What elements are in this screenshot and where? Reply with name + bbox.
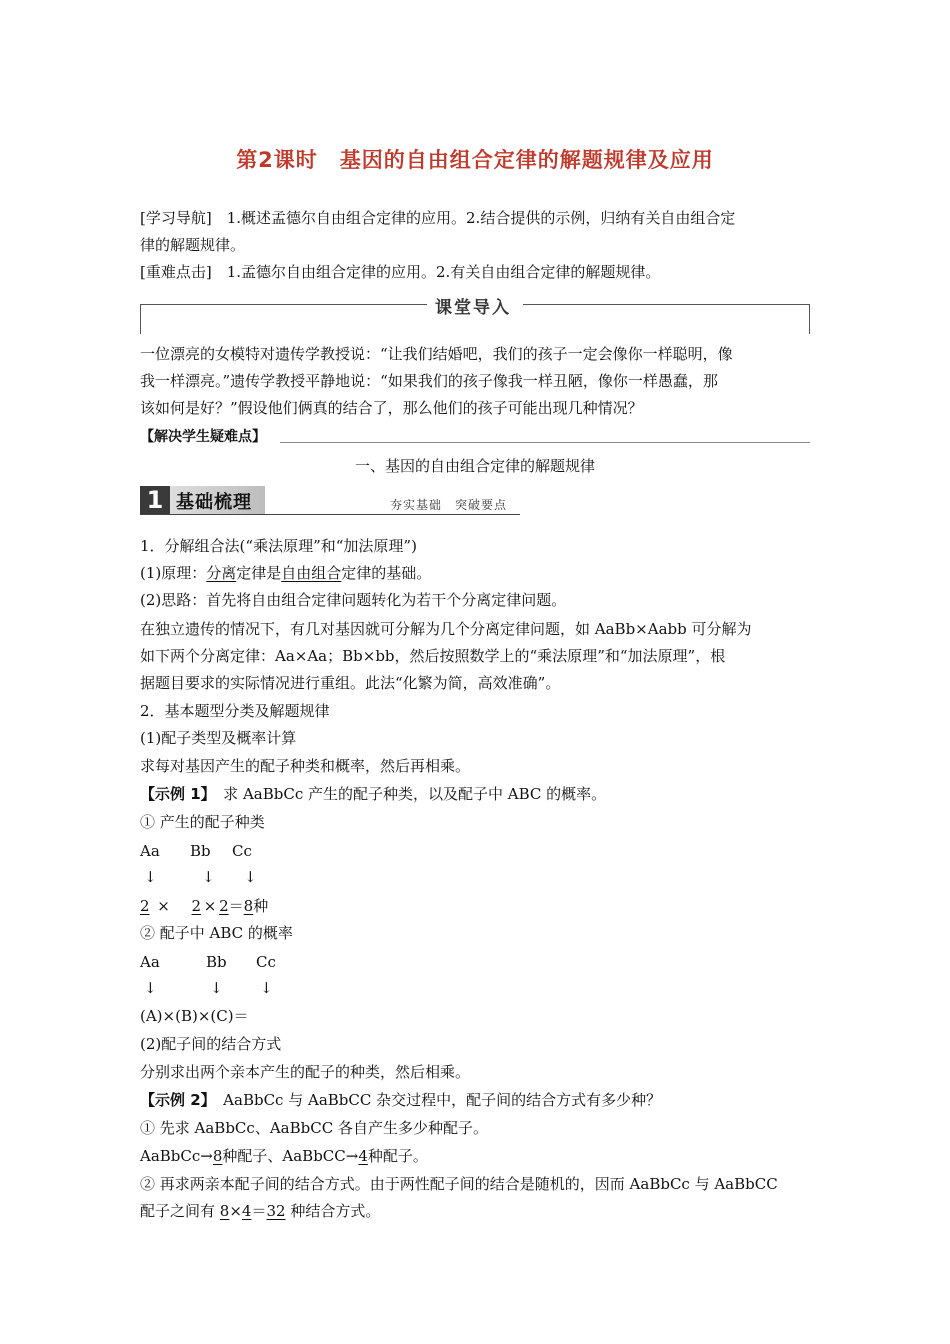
gamete-types-heading: (1)配子类型及概率计算 — [140, 729, 297, 747]
answer-blank: 4 — [241, 1202, 252, 1220]
arrow-down: ↓ — [144, 868, 157, 886]
gamete-count-calc — [140, 896, 268, 916]
answer-blank: 32 — [266, 1202, 286, 1220]
ketang-rule-left — [140, 304, 427, 305]
gamete-kinds-step: ① 产生的配子种类 — [140, 813, 265, 831]
principle-mid: 定律是 — [236, 564, 282, 582]
example-2-label: 【示例 2】 — [140, 1091, 209, 1109]
section-heading: 一、基因的自由组合定律的解题规律 — [354, 457, 595, 475]
approach-line: (2)思路：首先将自由组合定律问题转化为若干个分离定律问题。 — [140, 591, 567, 609]
intro-line-2: 我一样漂亮。”遗传学教授平静地说：“如果我们的孩子像我一样丑陋，像你一样愚蠢，那 — [140, 372, 718, 390]
answer-blank: 8 — [219, 1202, 230, 1220]
page-title: 第2课时 基因的自由组合定律的解题规律及应用 — [236, 148, 714, 172]
method-heading: 1．分解组合法(“乘法原理”和“加法原理”) — [140, 537, 417, 555]
jiejue-rule — [280, 442, 810, 443]
example-2-line — [140, 1090, 661, 1110]
gene-pair-cc: Cc — [256, 953, 276, 971]
arrow-down: ↓ — [202, 868, 215, 886]
text: AaBbCc→ — [140, 1147, 213, 1165]
principle-prefix: (1)原理： — [140, 564, 207, 582]
intro-line-3: 该如何是好？”假设他们俩真的结合了，那么他们的孩子可能出现几种情况？ — [140, 399, 643, 417]
answer-blank: 8 — [212, 1147, 223, 1165]
jiejue-label: 【解决学生疑难点】 — [140, 429, 266, 445]
text: 种结合方式。 — [285, 1202, 381, 1220]
body-line-4: 在独立遗传的情况下，有几对基因就可分解为几个分离定律问题，如 AaBb×Aabb 可分解为 — [140, 620, 752, 638]
arrow-down: ↓ — [244, 868, 257, 886]
answer-blank: 8 — [243, 897, 254, 915]
example-1-line — [140, 784, 606, 804]
arrow-down: ↓ — [260, 979, 273, 997]
step-2-line: ② 再求两亲本配子间的结合方式。由于两性配子间的结合是随机的，因而 AaBbCc 与 AaBbCC — [140, 1175, 778, 1193]
body-line-6: 据题目要求的实际情况进行重组。此法“化繁为简，高效准确”。 — [140, 674, 561, 692]
combination-desc: 分别求出两个亲本产生的配子的种类，然后相乘。 — [140, 1063, 471, 1081]
equals-sign: ＝ — [228, 897, 244, 915]
times-sign: × — [229, 1202, 242, 1220]
gene-pair-aa: Aa — [140, 953, 160, 971]
text: 种配子。 — [367, 1147, 428, 1165]
combination-result-line — [140, 1201, 380, 1221]
equals-sign: ＝ — [251, 1202, 267, 1220]
ketang-rule-right — [523, 304, 810, 305]
ketang-side-right — [809, 304, 810, 334]
step-1-line: ① 先求 AaBbCc、AaBbCC 各自产生多少种配子。 — [140, 1119, 488, 1137]
example-2-text: AaBbCc 与 AaBbCC 杂交过程中，配子间的结合方式有多少种？ — [208, 1091, 662, 1109]
answer-blank: 2 — [191, 897, 202, 915]
banner-rule — [140, 514, 520, 515]
arrow-down: ↓ — [210, 979, 223, 997]
types-heading: 2．基本题型分类及解题规律 — [140, 702, 330, 720]
times-sign: × — [203, 897, 217, 915]
example-1-text: 求 AaBbCc 产生的配子种类，以及配子中 ABC 的概率。 — [208, 785, 607, 803]
gamete-types-desc: 求每对基因产生的配子种类和概率，然后再相乘。 — [140, 757, 471, 775]
text: 种配子、AaBbCC→ — [222, 1147, 359, 1165]
ketang-label: 课堂导入 — [435, 298, 511, 318]
abc-probability-step: ② 配子中 ABC 的概率 — [140, 924, 293, 942]
gene-pair-bb: Bb — [190, 842, 211, 860]
answer-blank: 4 — [358, 1147, 368, 1165]
principle-suffix: 定律的基础。 — [341, 564, 432, 582]
answer-blank: 2 — [219, 897, 229, 915]
answer-blank-free-combination: 自由组合 — [281, 564, 342, 582]
intro-line-1: 一位漂亮的女模特对遗传学教授说：“让我们结婚吧，我们的孩子一定会像你一样聪明，像 — [140, 345, 733, 363]
body-line-5: 如下两个分离定律：Aa×Aa；Bb×bb，然后按照数学上的“乘法原理”和“加法原理”，根 — [140, 647, 726, 665]
gene-pair-bb: Bb — [206, 953, 227, 971]
gene-pair-aa: Aa — [140, 842, 160, 860]
example-1-label: 【示例 1】 — [140, 785, 209, 803]
answer-blank-segregation: 分离 — [206, 564, 237, 582]
banner-subtitle: 夯实基础 突破要点 — [390, 498, 508, 512]
probability-calc: (A)×(B)×(C)＝ — [140, 1007, 249, 1025]
answer-blank: 2 — [140, 897, 150, 915]
guide-line-1: [学习导航] 1.概述孟德尔自由组合定律的应用。2.结合提供的示例，归纳有关自由组合定 — [140, 209, 736, 227]
arrow-down: ↓ — [144, 979, 157, 997]
banner-number: 1 — [140, 486, 170, 514]
key-points-line: [重难点击] 1.孟德尔自由组合定律的应用。2.有关自由组合定律的解题规律。 — [140, 263, 661, 281]
guide-line-2: 律的解题规律。 — [140, 236, 246, 254]
unit: 种 — [253, 897, 269, 915]
gene-pair-cc: Cc — [232, 842, 252, 860]
ketang-side-left — [140, 304, 141, 334]
combination-heading: (2)配子间的结合方式 — [140, 1035, 282, 1053]
text: 配子之间有 — [140, 1202, 220, 1220]
banner-title: 基础梳理 — [176, 492, 252, 513]
gamete-result-line — [140, 1146, 428, 1166]
principle-line — [140, 563, 431, 583]
times-sign: × — [157, 897, 170, 915]
